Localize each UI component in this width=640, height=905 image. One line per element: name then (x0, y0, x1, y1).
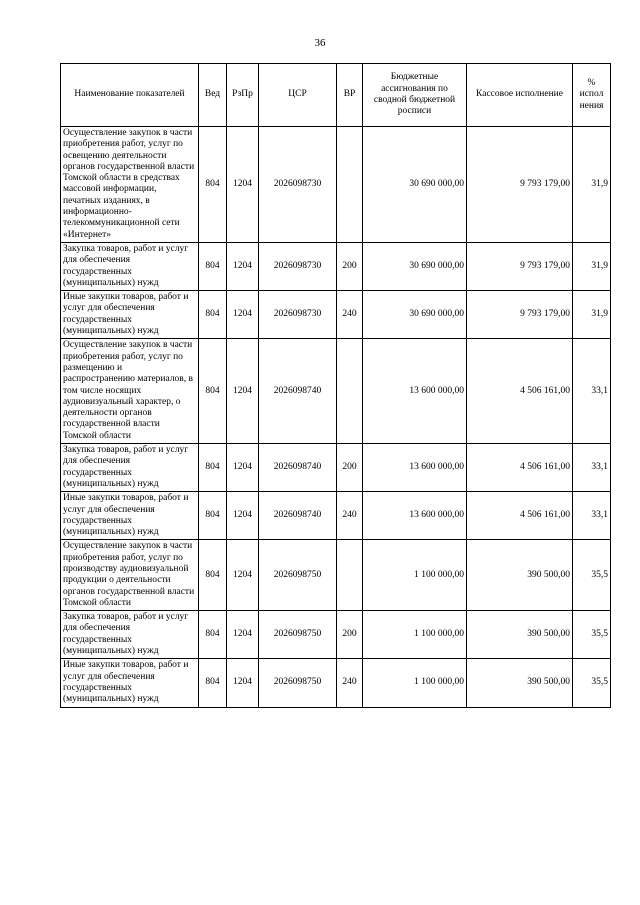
vr-cell: 240 (337, 291, 363, 339)
percent-cell: 31,9 (573, 242, 611, 290)
vr-cell (337, 127, 363, 243)
csr-cell: 2026098740 (259, 492, 337, 540)
percent-cell: 33,1 (573, 444, 611, 492)
vr-cell: 240 (337, 659, 363, 707)
indicator-name: Иные закупки товаров, работ и услуг для обеспечения государственных (муниципальных) нужд (61, 291, 199, 339)
budget-execution-table (60, 63, 611, 708)
percent-cell: 35,5 (573, 611, 611, 659)
rzpr-cell: 1204 (227, 540, 259, 611)
header-ved: Вед (199, 64, 227, 127)
header-csr: ЦСР (259, 64, 337, 127)
rzpr-cell: 1204 (227, 444, 259, 492)
rzpr-cell: 1204 (227, 242, 259, 290)
csr-cell: 2026098750 (259, 611, 337, 659)
budget-cell: 13 600 000,00 (363, 444, 467, 492)
table-row (61, 492, 611, 540)
percent-cell: 31,9 (573, 291, 611, 339)
indicator-name: Осуществление закупок в части приобретения работ, услуг по размещению и распространению материалов, в том числе носящих аудиовизуальный характер, о деятельности органов государственной власти Томской области (61, 339, 199, 444)
header-rzpr: РзПр (227, 64, 259, 127)
ved-cell: 804 (199, 611, 227, 659)
rzpr-cell: 1204 (227, 659, 259, 707)
budget-cell: 30 690 000,00 (363, 242, 467, 290)
indicator-name: Осуществление закупок в части приобретения работ, услуг по освещению деятельности органов государственной власти Томской области в средствах массовой информации, печатных изданиях, в информационно-телекоммуникационной сети «Интернет» (61, 127, 199, 243)
cash-cell: 9 793 179,00 (467, 291, 573, 339)
ved-cell: 804 (199, 127, 227, 243)
header-name: Наименование показателей (61, 64, 199, 127)
rzpr-cell: 1204 (227, 339, 259, 444)
cash-cell: 4 506 161,00 (467, 492, 573, 540)
cash-cell: 4 506 161,00 (467, 444, 573, 492)
table-row (61, 659, 611, 707)
csr-cell: 2026098740 (259, 339, 337, 444)
budget-cell: 13 600 000,00 (363, 339, 467, 444)
vr-cell: 200 (337, 611, 363, 659)
budget-cell: 1 100 000,00 (363, 659, 467, 707)
table-row (61, 540, 611, 611)
cash-cell: 390 500,00 (467, 611, 573, 659)
ved-cell: 804 (199, 339, 227, 444)
percent-cell: 35,5 (573, 540, 611, 611)
cash-cell: 9 793 179,00 (467, 127, 573, 243)
page-number: 36 (314, 37, 326, 49)
table-row (61, 242, 611, 290)
table-row (61, 339, 611, 444)
csr-cell: 2026098750 (259, 540, 337, 611)
rzpr-cell: 1204 (227, 127, 259, 243)
vr-cell (337, 540, 363, 611)
ved-cell: 804 (199, 444, 227, 492)
csr-cell: 2026098750 (259, 659, 337, 707)
csr-cell: 2026098730 (259, 291, 337, 339)
header-cash: Кассовое исполнение (467, 64, 573, 127)
csr-cell: 2026098730 (259, 242, 337, 290)
csr-cell: 2026098740 (259, 444, 337, 492)
percent-cell: 33,1 (573, 339, 611, 444)
indicator-name: Иные закупки товаров, работ и услуг для обеспечения государственных (муниципальных) нужд (61, 659, 199, 707)
indicator-name: Осуществление закупок в части приобретения работ, услуг по производству аудиовизуальной продукции о деятельности органов государственной власти Томской области (61, 540, 199, 611)
csr-cell: 2026098730 (259, 127, 337, 243)
cash-cell: 4 506 161,00 (467, 339, 573, 444)
vr-cell: 200 (337, 242, 363, 290)
ved-cell: 804 (199, 659, 227, 707)
indicator-name: Закупка товаров, работ и услуг для обеспечения государственных (муниципальных) нужд (61, 444, 199, 492)
budget-cell: 13 600 000,00 (363, 492, 467, 540)
header-percent: % испол нения (573, 64, 611, 127)
percent-cell: 31,9 (573, 127, 611, 243)
rzpr-cell: 1204 (227, 291, 259, 339)
ved-cell: 804 (199, 492, 227, 540)
header-row (61, 64, 611, 127)
indicator-name: Закупка товаров, работ и услуг для обеспечения государственных (муниципальных) нужд (61, 242, 199, 290)
indicator-name: Закупка товаров, работ и услуг для обеспечения государственных (муниципальных) нужд (61, 611, 199, 659)
table-row (61, 291, 611, 339)
table-row (61, 611, 611, 659)
cash-cell: 9 793 179,00 (467, 242, 573, 290)
percent-cell: 33,1 (573, 492, 611, 540)
ved-cell: 804 (199, 540, 227, 611)
cash-cell: 390 500,00 (467, 659, 573, 707)
header-budget: Бюджетные ассигнования по сводной бюджетной росписи (363, 64, 467, 127)
budget-cell: 1 100 000,00 (363, 540, 467, 611)
budget-cell: 30 690 000,00 (363, 291, 467, 339)
rzpr-cell: 1204 (227, 492, 259, 540)
ved-cell: 804 (199, 242, 227, 290)
table-row (61, 444, 611, 492)
budget-cell: 30 690 000,00 (363, 127, 467, 243)
vr-cell: 240 (337, 492, 363, 540)
percent-cell: 35,5 (573, 659, 611, 707)
indicator-name: Иные закупки товаров, работ и услуг для обеспечения государственных (муниципальных) нужд (61, 492, 199, 540)
vr-cell: 200 (337, 444, 363, 492)
budget-cell: 1 100 000,00 (363, 611, 467, 659)
table-row (61, 127, 611, 243)
rzpr-cell: 1204 (227, 611, 259, 659)
vr-cell (337, 339, 363, 444)
ved-cell: 804 (199, 291, 227, 339)
header-vr: ВР (337, 64, 363, 127)
cash-cell: 390 500,00 (467, 540, 573, 611)
